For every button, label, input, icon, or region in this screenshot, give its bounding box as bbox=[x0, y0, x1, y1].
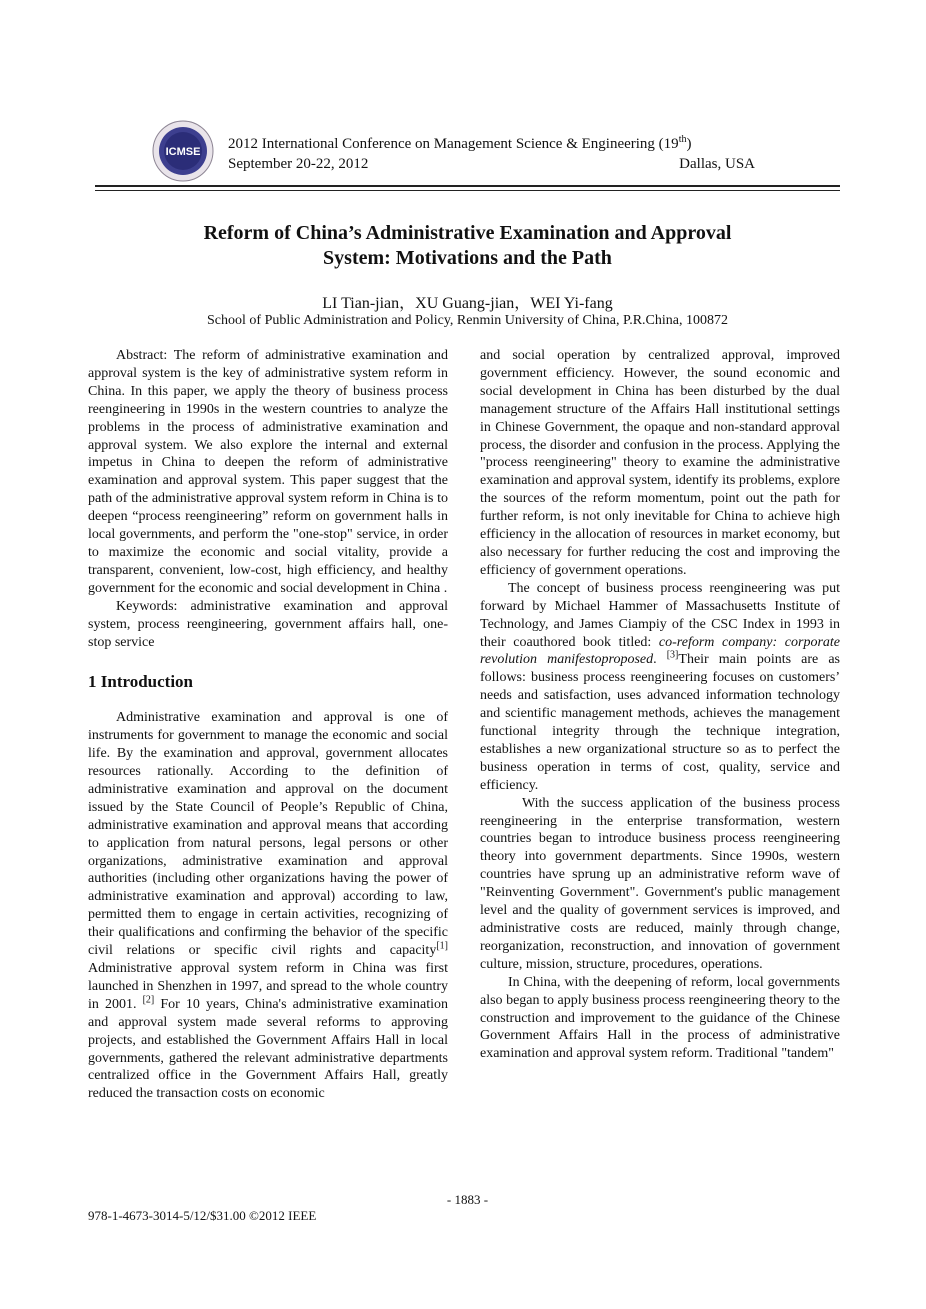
page-number: - 1883 - bbox=[446, 1192, 489, 1207]
intro-paragraph-3: With the success application of the business process reengineering in the enterprise transformation, western countries began to introduce business process reengineering theory into government departments. Since 1990s, western countries have sprung up an administrative reform wave of "Reinventing Government". Government's public management level and the quality of government services is improved, and administrative costs are reduced, mainly through change, reorganization, reconstruction, and innovation of government culture, mission, structure, procedures, operations. bbox=[480, 795, 840, 972]
right-column bbox=[480, 347, 840, 1063]
intro-paragraph-1: Administrative examination and approval is one of instruments for government to manage the economic and social life. By the examination and approval, government allocates resources rationally. According to the definition of administrative examination and approval on the document issued by the State Council of People’s Republic of China, administrative examination and approval means that according to application from natural persons, legal persons or other organizations, administrative examination and approval authorities (including other organizations having the power of administrative examination and approval) according to law, permitted them to engage in certain activities, recognizing of their qualifications and confirming the behavior of the specific civil relations or specific civil rights and capacity[1] Administrative approval system reform in China was first launched in Shenzhen in 1997, and spread to the whole country in 2001. [2] For 10 years, China's administrative examination and approval system made several reforms to approving projects, and established the Government Affairs Hall in local governments, gathered the relevant administrative departments centralized office in the Government Affairs Hall, greatly reduced the transaction costs on economic bbox=[88, 710, 448, 1102]
left-column bbox=[88, 347, 448, 1103]
intro-paragraph-4: In China, with the deepening of reform, local governments also began to apply business process reengineering theory to the construction and improvement to the guidance of the Chinese Government Affairs Hall in the process of administrative examination and approval system reform. Traditional "tandem" bbox=[480, 974, 840, 1062]
header-rule-thick bbox=[95, 185, 840, 187]
paper-authors: LI Tian-jian，XU Guang-jian，WEI Yi-fang bbox=[322, 295, 613, 312]
intro-paragraph-2: The concept of business process reengineering was put forward by Michael Hammer of Massachusetts Institute of Technology, and James Ciampiy of the CSC Index in 1993 in their coauthored book titled: co-reform company: corporate revolution manifestoproposed. [3]Their main points are as follows: business process reengineering focuses on customers’ needs and satisfaction, uses advanced information technology and scientific management methods, achieves the management functional integrity through the technique integration, establishes a new organizational structure so as to perfect the business operation in terms of cost, quality, service and efficiency. bbox=[480, 580, 841, 793]
keywords: Keywords: administrative examination and approval system, process reengineering, government affairs hall, one-stop service bbox=[88, 598, 448, 650]
header-rule-thin bbox=[95, 190, 840, 191]
abstract: Abstract: The reform of administrative examination and approval system is the key of administrative system reform in China. In this paper, we apply the theory of business process reengineering in 1990s in the western countries to analyze the problems in the process of administrative examination and approval system. We also explore the internal and external impetus in China to deepen the reform of administrative examination and approval system. This paper suggest that the path of the administrative approval system reform in China is to deepen “process reengineering” reform on government halls in local governments, and perform the "one-stop" service, in order to maximize the economic and social vitality, provide a transparent, convenient, low-cost, high efficiency, and healthy government for the economic and social development in China . bbox=[88, 348, 448, 596]
section-heading-introduction: 1 Introduction bbox=[88, 672, 194, 692]
paper-title: Reform of China’s Administrative Examination and Approval System: Motivations and the Path bbox=[203, 222, 732, 269]
copyright-footer: 978-1-4673-3014-5/12/$31.00 ©2012 IEEE bbox=[88, 1208, 317, 1223]
logo-text: ICMSE bbox=[165, 146, 201, 158]
conference-location: Dallas, USA bbox=[679, 156, 755, 172]
conference-logo bbox=[152, 120, 214, 182]
conference-header bbox=[152, 120, 842, 184]
conference-title: 2012 International Conference on Management Science & Engineering (19th) bbox=[228, 134, 692, 152]
paper-affiliation: School of Public Administration and Policy, Renmin University of China, P.R.China, 100872 bbox=[207, 313, 728, 328]
conference-dates: September 20-22, 2012 bbox=[228, 156, 369, 172]
intro-paragraph-1-cont: and social operation by centralized approval, improved government efficiency. However, the sound economic and social development in China has been disturbed by the dual management structure of the Affairs Hall institutional settings in Chinese Government, the opaque and non-standard approval process, the disorder and confusion in the process. Applying the "process reengineering" theory to examine the administrative examination and approval system, identify its problems, explore the sources of the reform momentum, point out the path for further reform, is not only inevitable for China to achieve high efficiency in the allocation of resources in market economy, but also necessary for further reducing the cost and improving the efficiency of government operations. bbox=[480, 348, 840, 578]
conference-date-location bbox=[228, 156, 755, 173]
